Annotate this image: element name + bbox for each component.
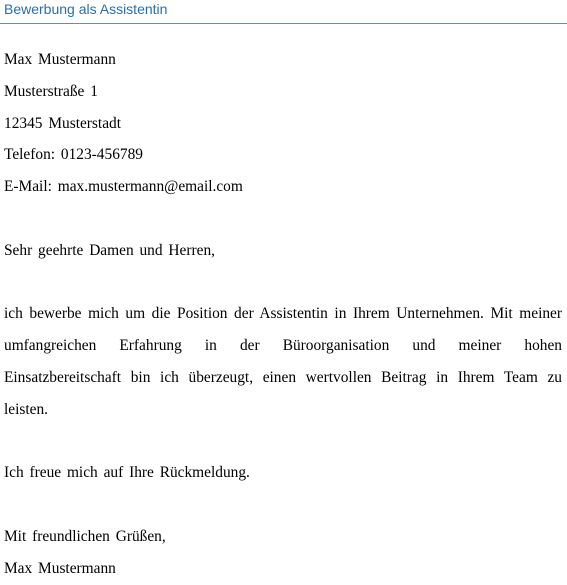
blank-line <box>4 267 562 299</box>
sender-name: Max Mustermann <box>4 51 116 68</box>
document-header <box>0 0 567 24</box>
salutation: Sehr geehrte Damen und Herren, <box>4 241 215 259</box>
sender-phone: Telefon: 0123-456789 <box>4 146 143 164</box>
sender-city: 12345 Musterstadt <box>4 114 121 132</box>
sender-street: Musterstraße 1 <box>4 82 98 100</box>
body-paragraph: ich bewerbe mich um die Position der Assistentin in Ihrem Unternehmen. Mit meiner umfangreichen Erfahrung in der Büroorganisation und meiner hohen Einsatzbereitschaft bin ich überzeugt, einen wertvollen Beitrag in Ihrem Team zu leisten. <box>4 305 562 418</box>
document-title: Bewerbung als Assistentin <box>4 1 168 17</box>
blank-line <box>4 203 562 235</box>
letter-body <box>4 44 562 585</box>
closing-phrase: Mit freundlichen Grüßen, <box>4 527 166 545</box>
closing-paragraph: Ich freue mich auf Ihre Rückmeldung. <box>4 464 250 482</box>
signature-name: Max Mustermann <box>4 559 116 577</box>
sender-email: E-Mail: max.mustermann@email.com <box>4 178 243 196</box>
blank-line <box>4 489 562 521</box>
blank-line <box>4 426 562 458</box>
